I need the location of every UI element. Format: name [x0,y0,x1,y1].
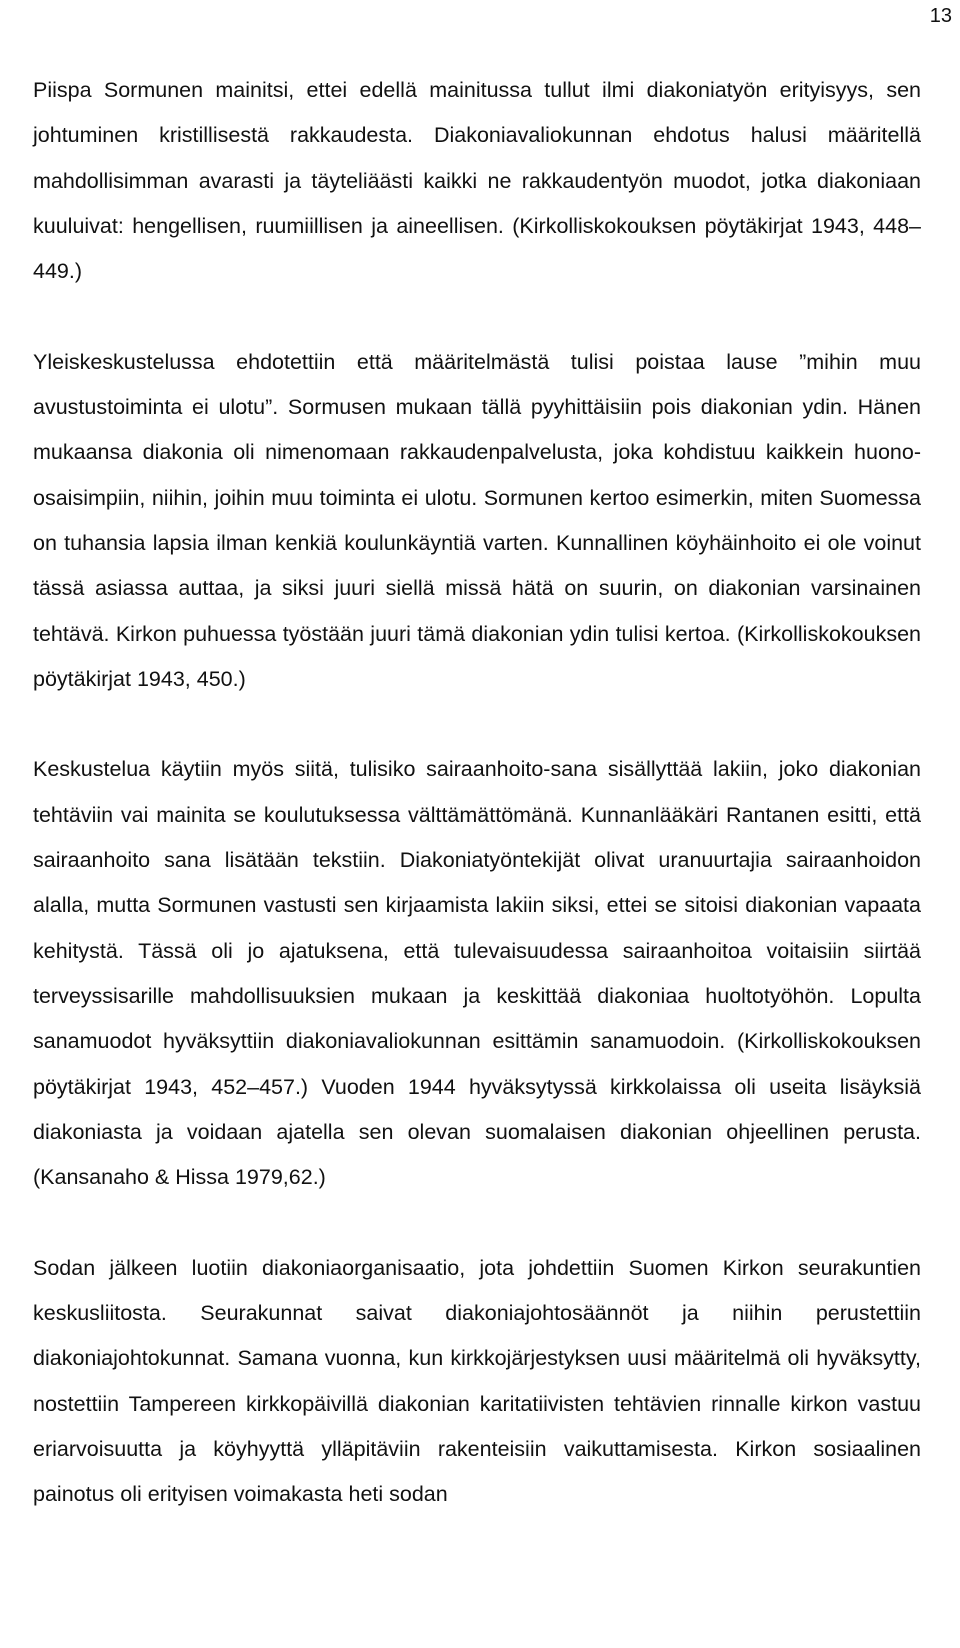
document-body [33,68,921,1518]
page-number: 13 [929,5,952,27]
paragraph-3: Keskustelua käytiin myös siitä, tulisiko sairaanhoito-sana sisällyttää lakiin, joko diakonian tehtäviin vai mainita se koulutuksessa välttämättömänä. Kunnanlääkäri Rantanen esitti, että sairaanhoito sana lisätään tekstiin. Diakoniatyöntekijät olivat uranuurtajia sairaanhoidon alalla, mutta Sormunen vastusti sen kirjaamista lakiin siksi, ettei se sitoisi diakonian vapaata kehitystä. Tässä oli jo ajatuksena, että tulevaisuudessa sairaanhoitoa voitaisiin siirtää terveyssisarille mahdollisuuksien mukaan ja keskittää diakoniaa huoltotyöhön. Lopulta sanamuodot hyväksyttiin diakoniavaliokunnan esittämin sanamuodoin. (Kirkolliskokouksen pöytäkirjat 1943, 452–457.) Vuoden 1944 hyväksytyssä kirkkolaissa oli useita lisäyksiä diakoniasta ja voidaan ajatella sen olevan suomalaisen diakonian ohjeellinen perusta. (Kansanaho & Hissa 1979,62.) [33,757,921,1190]
paragraph-4: Sodan jälkeen luotiin diakoniaorganisaatio, jota johdettiin Suomen Kirkon seurakuntien keskusliitosta. Seurakunnat saivat diakoniajohtosäännöt ja niihin perustettiin diakoniajohtokunnat. Samana vuonna, kun kirkkojärjestyksen uusi määritelmä oli hyväksytty, nostettiin Tampereen kirkkopäivillä diakonian karitatiivisten tehtävien rinnalle kirkon vastuu eriarvoisuutta ja köyhyyttä ylläpitäviin rakenteisiin vaikuttamisesta. Kirkon sosiaalinen painotus oli erityisen voimakasta heti sodan [33,1255,921,1507]
paragraph-1: Piispa Sormunen mainitsi, ettei edellä mainitussa tullut ilmi diakoniatyön erityisyys, sen johtuminen kristillisestä rakkaudesta. Diakoniavaliokunnan ehdotus halusi määritellä mahdollisimman avarasti ja täyteliäästi kaikki ne rakkaudentyön muodot, jotka diakoniaan kuuluivat: hengellisen, ruumiillisen ja aineellisen. (Kirkolliskokouksen pöytäkirjat 1943, 448–449.) [33,78,921,284]
paragraph-2: Yleiskeskustelussa ehdotettiin että määritelmästä tulisi poistaa lause ”mihin muu avustustoiminta ei ulotu”. Sormusen mukaan tällä pyyhittäisiin pois diakonian ydin. Hänen mukaansa diakonia oli nimenomaan rakkaudenpalvelusta, joka kohdistuu kaikkein huono-osaisimpiin, niihin, joihin muu toiminta ei ulotu. Sormunen kertoo esimerkin, miten Suomessa on tuhansia lapsia ilman kenkiä koulunkäyntiä varten. Kunnallinen köyhäinhoito ei ole voinut tässä asiassa auttaa, ja siksi juuri siellä missä hätä on suurin, on diakonian varsinainen tehtävä. Kirkon puhuessa työstään juuri tämä diakonian ydin tulisi kertoa. (Kirkolliskokouksen pöytäkirjat 1943, 450.) [33,349,921,691]
